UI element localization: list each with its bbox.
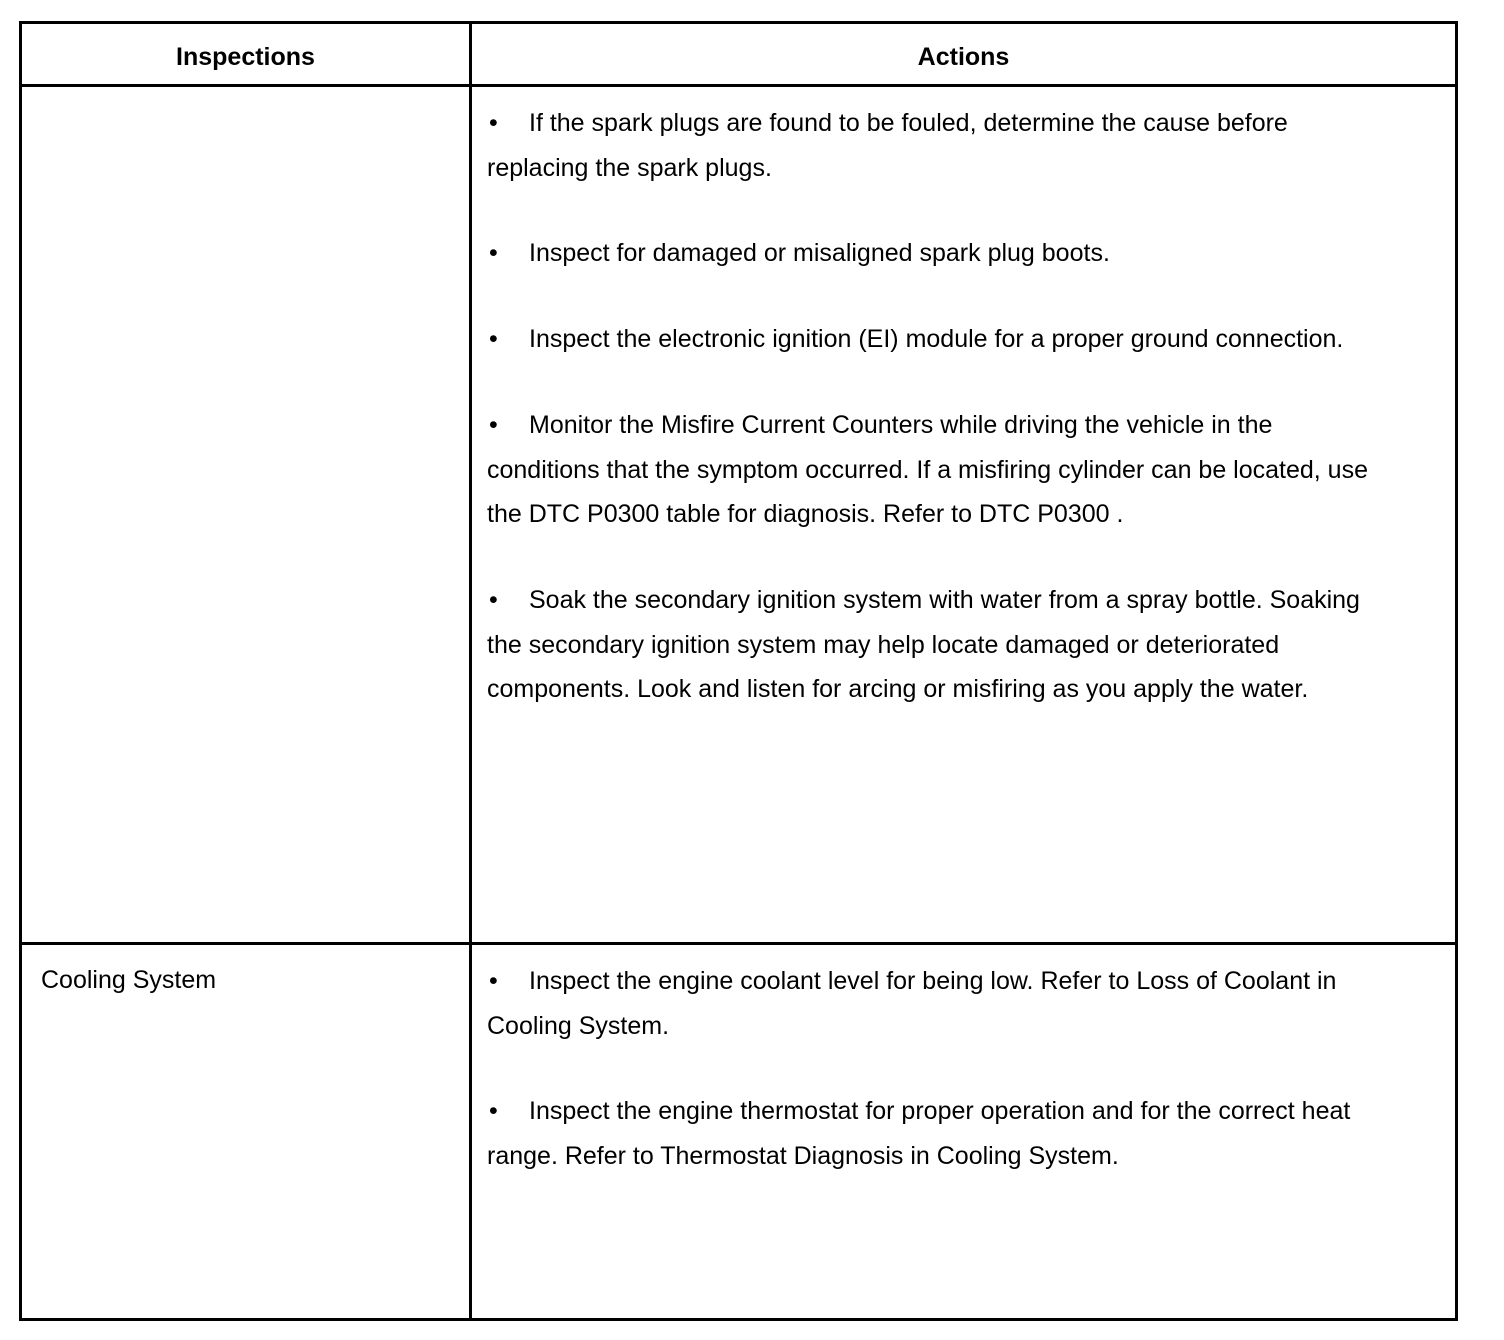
action-text: Inspect the engine coolant level for being low. Refer to Loss of Coolant in Cooling System. — [487, 967, 1337, 1040]
action-text: If the spark plugs are found to be fouled, determine the cause before replacing the spark plugs. — [487, 109, 1288, 182]
bullet-icon: • — [489, 410, 498, 439]
actions-cell-row-1 — [487, 101, 1387, 753]
diagnostic-table — [19, 21, 1458, 1321]
bullet-icon: • — [489, 585, 498, 614]
table-header-row — [22, 24, 1455, 87]
action-text: Soak the secondary ignition system with water from a spray bottle. Soaking the secondary ignition system may help locate damaged or deteriorated components. Look and listen for arcing or misfiring as you apply the water. — [487, 585, 1360, 704]
bullet-icon: • — [489, 967, 498, 995]
action-item — [487, 403, 1387, 537]
bullet-icon: • — [489, 239, 498, 268]
action-item — [487, 578, 1387, 712]
action-item — [487, 231, 1387, 276]
action-item — [487, 1089, 1387, 1178]
header-inspections: Inspections — [176, 43, 315, 71]
row-divider — [22, 942, 1455, 945]
column-divider — [469, 24, 472, 1318]
actions-cell-row-2 — [487, 959, 1387, 1220]
bullet-icon: • — [489, 109, 498, 137]
action-text: Inspect for damaged or misaligned spark plug boots. — [529, 239, 1110, 268]
action-item — [487, 101, 1387, 190]
header-actions: Actions — [917, 43, 1010, 71]
bullet-icon: • — [489, 1097, 498, 1126]
action-text: Monitor the Misfire Current Counters while driving the vehicle in the conditions that the symptom occurred. If a misfiring cylinder can be located, use the DTC P0300 table for diagnosis. Refer to DTC P0300 . — [487, 410, 1368, 529]
action-item — [487, 317, 1387, 362]
action-text: Inspect the electronic ignition (EI) module for a proper ground connection. — [529, 325, 1344, 354]
inspection-cell-row-2: Cooling System — [41, 966, 217, 994]
bullet-icon: • — [489, 325, 498, 354]
action-text: Inspect the engine thermostat for proper operation and for the correct heat range. Refer to Thermostat Diagnosis in Cooling System. — [487, 1097, 1351, 1171]
action-item — [487, 959, 1387, 1048]
